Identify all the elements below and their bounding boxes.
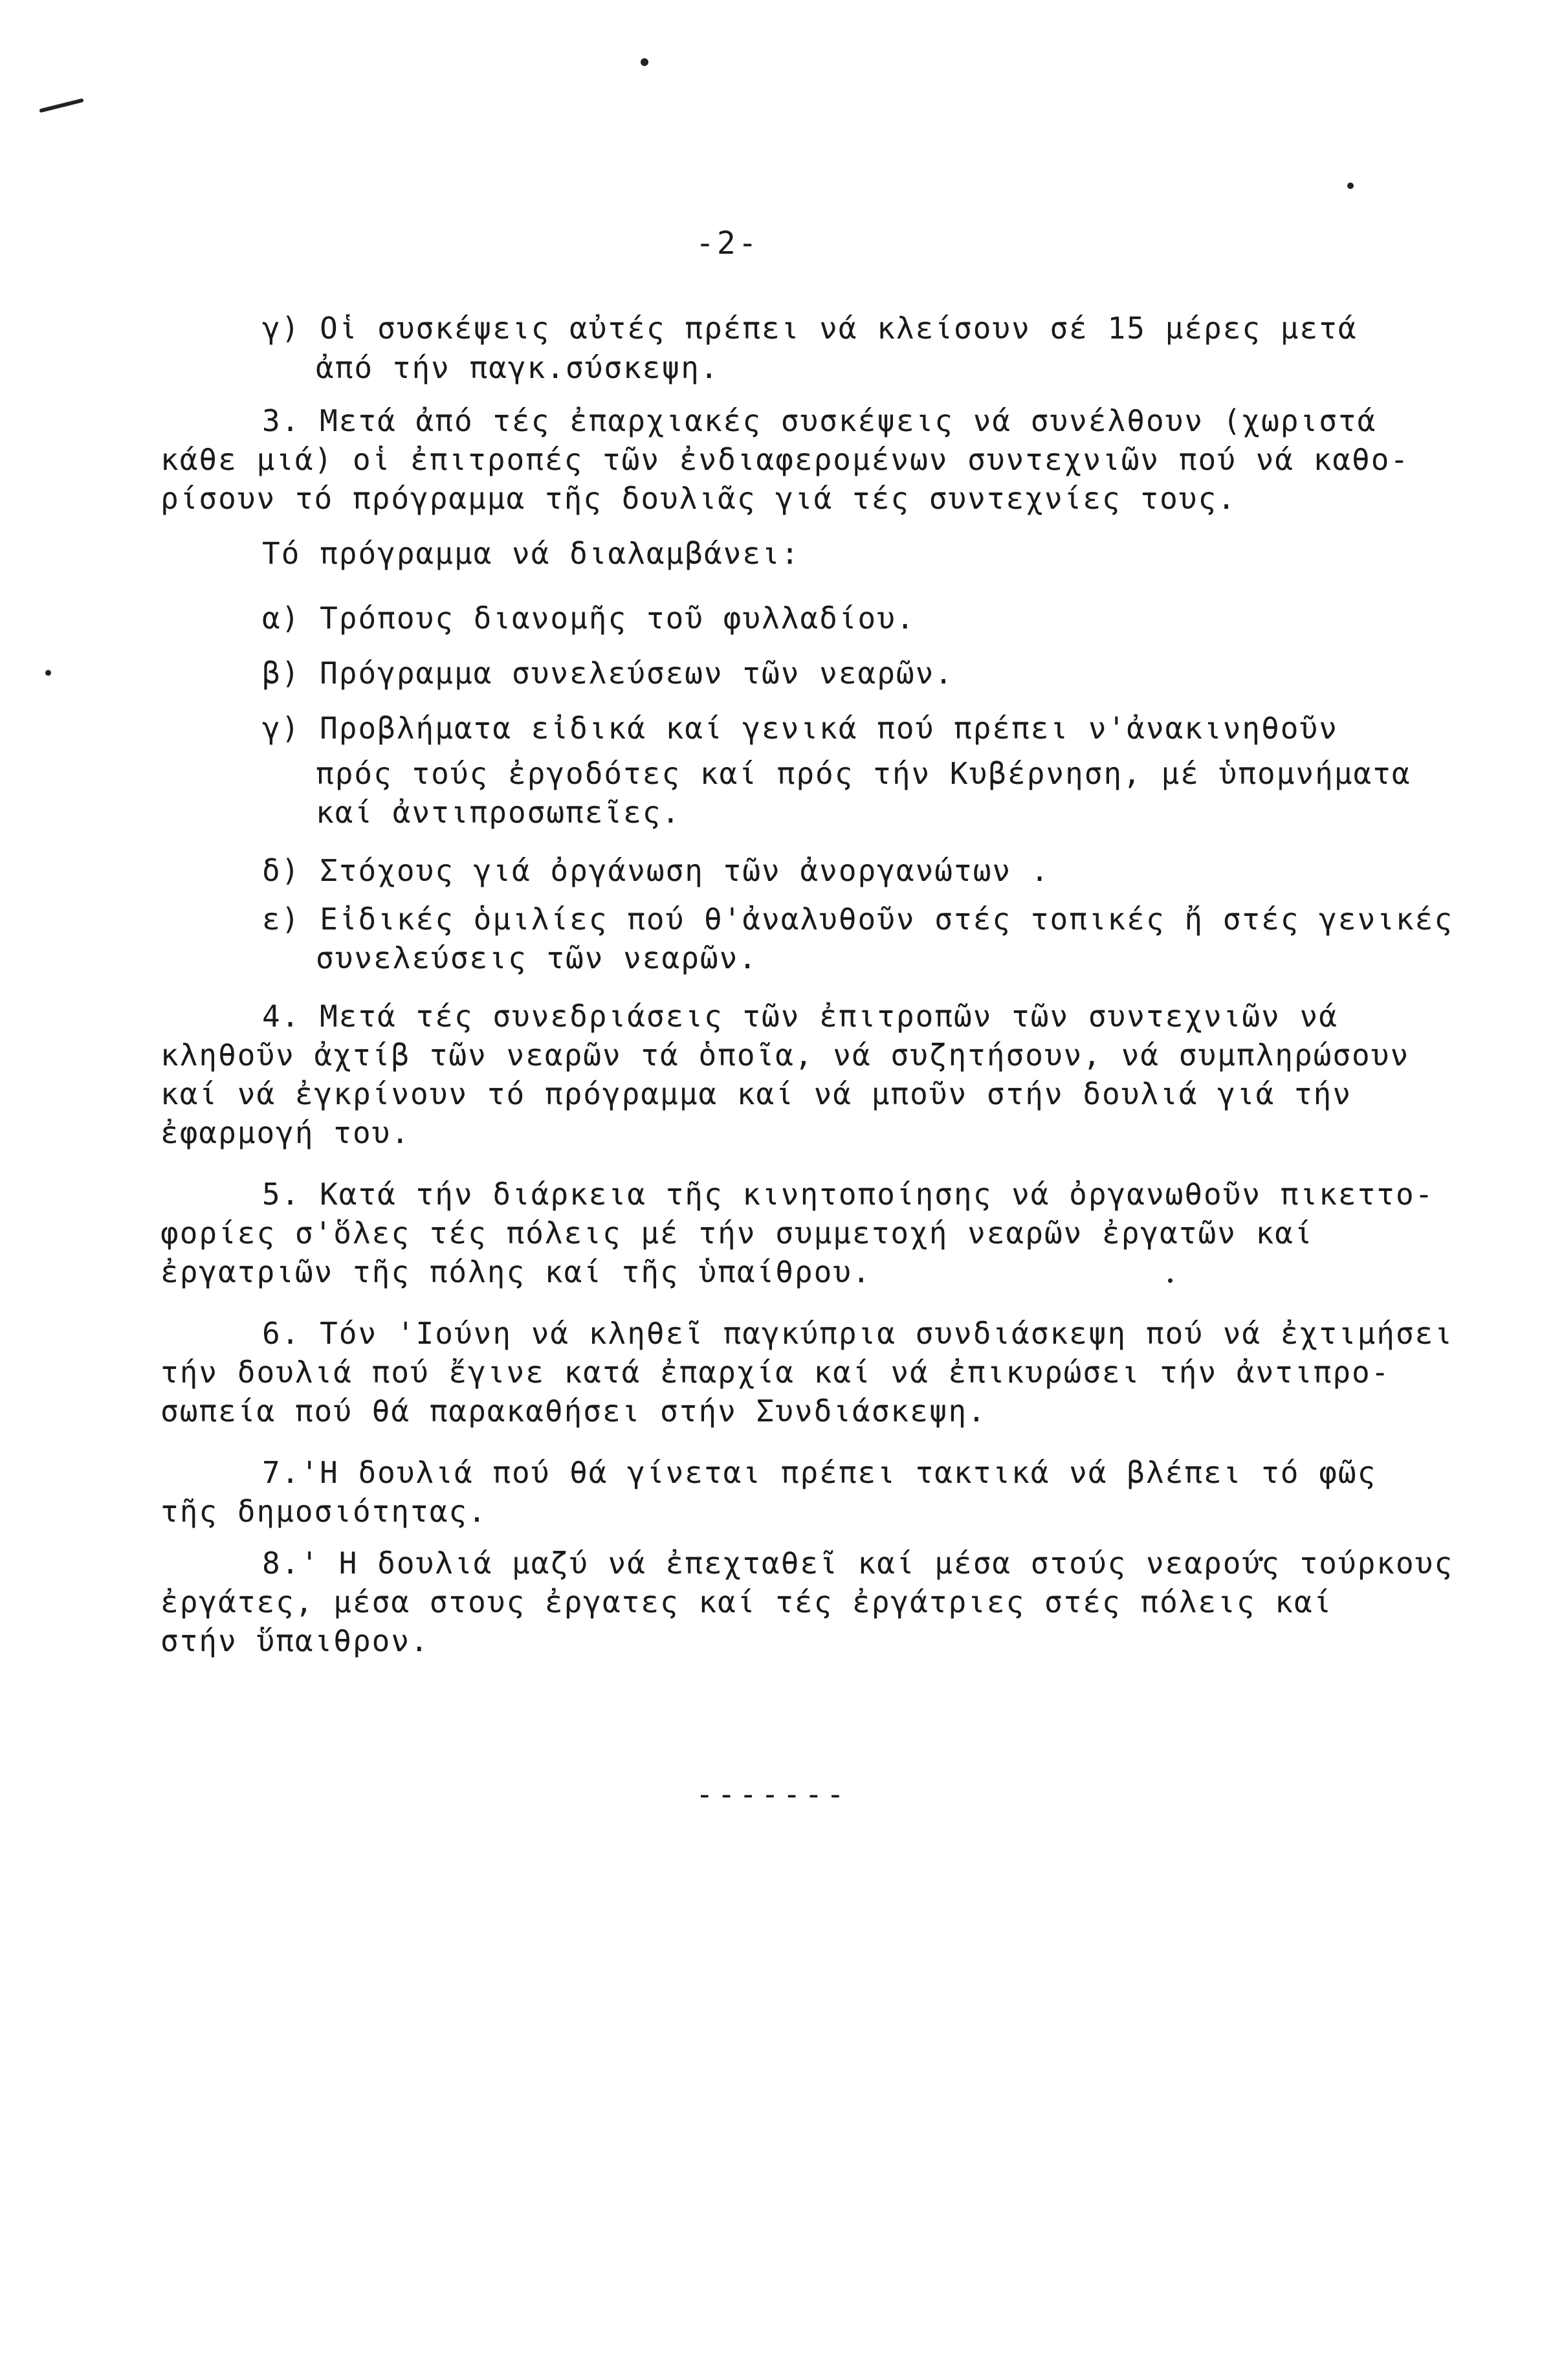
scan-speck xyxy=(39,98,83,113)
text-line: κάθε μιά) οἱ ἐπιτροπές τῶν ἐνδιαφερομένων συντεχνιῶν πού νά καθο- xyxy=(160,442,1410,477)
text-line: β) Πρόγραμμα συνελεύσεων τῶν νεαρῶν. xyxy=(262,656,954,691)
scan-speck xyxy=(1168,1278,1173,1283)
text-line: ἐφαρμογή του. xyxy=(160,1115,411,1150)
text-line: συνελεύσεις τῶν νεαρῶν. xyxy=(316,940,758,975)
text-line: πρός τούς ἐργοδότες καί πρός τήν Κυβέρνηση, μέ ὑπομνήματα xyxy=(316,756,1411,791)
page-number: -2- xyxy=(696,225,760,261)
text-line: ἀπό τήν παγκ.σύσκεψη. xyxy=(316,350,720,385)
text-line: Τό πρόγραμμα νά διαλαμβάνει: xyxy=(262,536,800,571)
text-line: 7.'Η δουλιά πού θά γίνεται πρέπει τακτικά νά βλέπει τό φῶς xyxy=(262,1455,1377,1490)
scan-speck xyxy=(1347,183,1354,189)
text-line: δ) Στόχους γιά ὀργάνωση τῶν ἀνοργανώτων . xyxy=(262,853,1050,888)
text-line: γ) Οἱ συσκέψεις αὐτές πρέπει νά κλείσουν σέ 15 μέρες μετά xyxy=(262,311,1358,346)
end-rule: ------- xyxy=(696,1777,848,1812)
scan-speck xyxy=(45,670,51,676)
text-line: ἐργάτες, μέσα στους ἐργατες καί τές ἐργάτριες στές πόλεις καί xyxy=(160,1585,1333,1619)
text-line: στήν ὕπαιθρον. xyxy=(160,1623,430,1658)
text-line: 5. Κατά τήν διάρκεια τῆς κινητοποίησης νά ὀργανωθοῦν πικεττο- xyxy=(262,1177,1435,1212)
text-line: α) Τρόπους διανομῆς τοῦ φυλλαδίου. xyxy=(262,601,916,636)
text-line: ε) Εἰδικές ὁμιλίες πού θ'ἀναλυθοῦν στές τοπικές ἤ στές γενικές xyxy=(262,902,1454,937)
text-line: γ) Προβλήματα εἰδικά καί γενικά πού πρέπει ν'ἀνακινηθοῦν xyxy=(262,711,1338,746)
scan-speck xyxy=(641,58,648,66)
text-line: ἐργατριῶν τῆς πόλης καί τῆς ὑπαίθρου. xyxy=(160,1254,872,1289)
text-line: 6. Τόν 'Ιούνη νά κληθεῖ παγκύπρια συνδιάσκεψη πού νά ἐχτιμήσει xyxy=(262,1316,1454,1351)
text-line: κληθοῦν ἀχτίβ τῶν νεαρῶν τά ὁποῖα, νά συζητήσουν, νά συμπληρώσουν xyxy=(160,1038,1410,1073)
text-line: τῆς δημοσιότητας. xyxy=(160,1494,487,1529)
text-line: ρίσουν τό πρόγραμμα τῆς δουλιᾶς γιά τές συντεχνίες τους. xyxy=(160,481,1237,516)
text-line: τήν δουλιά πού ἔγινε κατά ἐπαρχία καί νά ἐπικυρώσει τήν ἀντιπρο- xyxy=(160,1355,1391,1390)
text-line: 3. Μετά ἀπό τές ἐπαρχιακές συσκέψεις νά συνέλθουν (χωριστά xyxy=(262,403,1377,438)
text-line: 8.' Η δουλιά μαζύ νά ἐπεχταθεῖ καί μέσα στούς νεαρούς τούρκους xyxy=(262,1546,1454,1581)
text-line: σωπεία πού θά παρακαθήσει στήν Συνδιάσκεψη. xyxy=(160,1394,987,1429)
text-line: καί ἀντιπροσωπεῖες. xyxy=(316,795,681,830)
text-line: φορίες σ'ὅλες τές πόλεις μέ τήν συμμετοχή νεαρῶν ἐργατῶν καί xyxy=(160,1216,1314,1251)
text-line: 4. Μετά τές συνεδριάσεις τῶν ἐπιτροπῶν τῶν συντεχνιῶν νά xyxy=(262,999,1338,1034)
text-line: καί νά ἐγκρίνουν τό πρόγραμμα καί νά μποῦν στήν δουλιά γιά τήν xyxy=(160,1076,1352,1111)
